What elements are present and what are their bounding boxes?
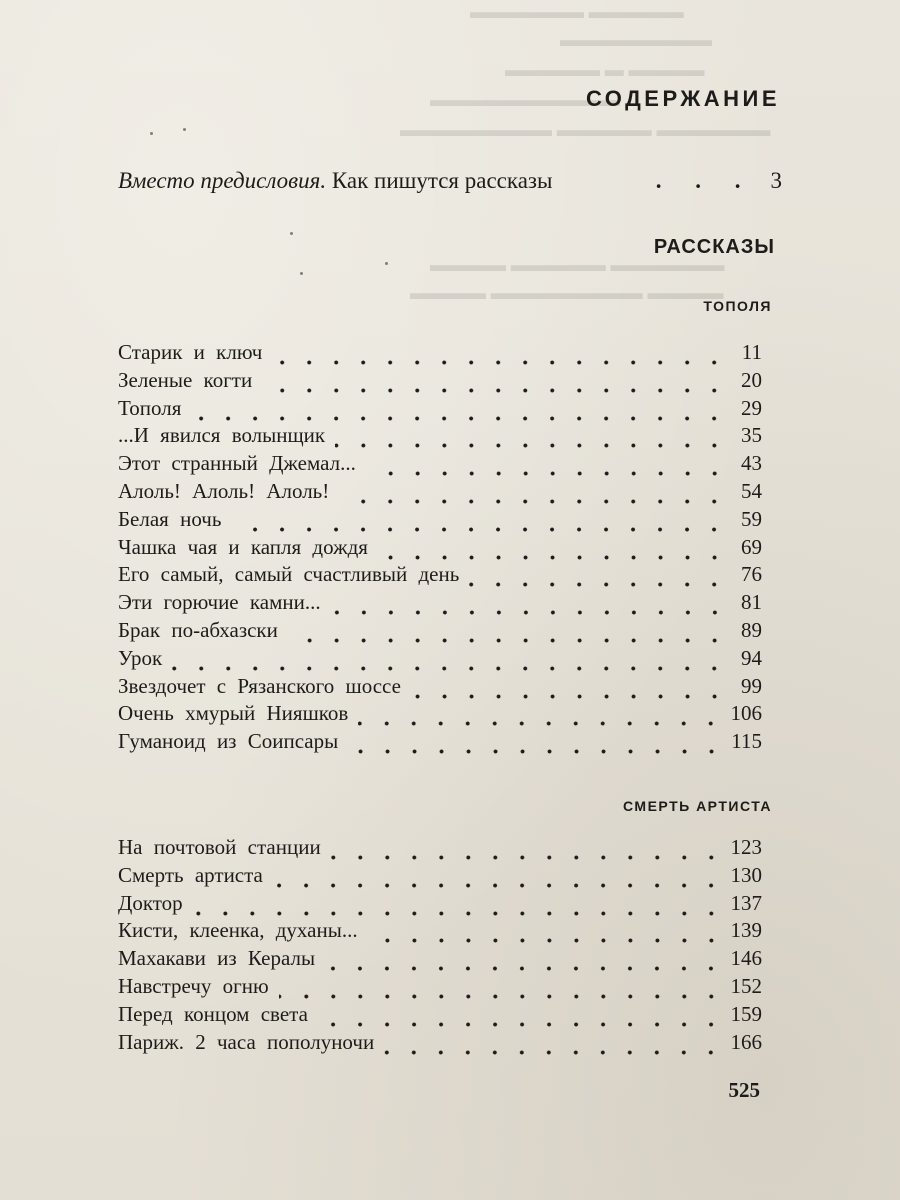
toc-entry-title: Тополя [118,395,182,420]
section-title: РАССКАЗЫ [653,236,775,258]
dot-leader [348,729,725,757]
toc-entry-title: Доктор [118,890,183,915]
toc-entry-title: Зеленые когти [118,367,253,392]
toc-entry-page-number: 69 [741,534,762,559]
toc-entry-page-number: 130 [730,862,762,887]
toc-entry [118,562,762,590]
bleed-through-text: ▬▬▬▬▬▬▬▬▬▬ [430,90,620,111]
toc-entry-page-number: 146 [730,946,762,971]
toc-entry-title: Звездочет с Рязанского шоссе [118,673,401,698]
toc-entry-page-number: 115 [731,729,762,754]
part-title-smert-artista: СМЕРТЬ АРТИСТА [622,798,772,814]
toc-entry-page-number: 11 [741,340,762,364]
toc-entry [118,701,762,729]
toc-entry-title: Этот странный Джемал... [118,451,356,476]
dot-leader [272,340,728,368]
toc-entry [118,646,762,674]
toc-entry-page-number: 35 [741,423,762,448]
toc-entry-title: Чашка чая и капля дождя [118,534,368,559]
toc-entry-page-number: 43 [741,451,762,476]
toc-entry-title: На почтовой станции [118,835,321,859]
paper-speck [150,132,153,135]
dot-leader [172,646,728,674]
dot-leader [358,701,724,729]
toc-entry [118,1030,762,1058]
dot-leader [279,974,725,1002]
paper-speck [290,232,293,235]
toc-entry-page-number: 159 [730,1001,762,1026]
toc-entry [118,946,762,974]
toc-entry-title: Навстречу огню [118,973,269,998]
toc-entry [118,891,762,919]
toc-entry-page-number: 81 [741,590,762,615]
dot-leader [469,562,728,590]
toc-entry-title: Париж. 2 часа пополуночи [118,1029,375,1054]
dot-leader [325,946,724,974]
toc-entry-title: Перед концом света [118,1001,308,1026]
toc-entry-page-number: 20 [741,367,762,392]
paper-speck [385,262,388,265]
toc-list-topolya [118,340,762,757]
toc-entry-page-number: 166 [730,1029,762,1054]
paper-speck [183,128,186,131]
toc-entry-title: Махакави из Кералы [118,946,316,971]
dot-leader [318,1002,725,1030]
toc-entry-title: Очень хмурый Нияшков [118,701,349,726]
dot-leader [368,918,725,946]
toc-entry-title: ...И явился волынщик [118,423,326,448]
toc-entry [118,863,762,891]
toc-entry [118,835,762,863]
dot-leader [331,835,725,863]
paper-speck [300,272,303,275]
dot-leader [288,618,728,646]
toc-entry-page-number: 106 [730,701,762,726]
dot-leader [193,891,725,919]
foreword-entry [118,168,782,202]
bleed-through-text: ▬▬▬▬▬▬▬▬ [560,30,712,51]
foreword-title: Как пишутся рассказы [331,168,553,193]
dot-leader: . . . [655,168,755,193]
toc-entry-page-number: 94 [741,645,762,670]
toc-entry [118,974,762,1002]
toc-entry-page-number: 54 [741,478,762,503]
bleed-through-text: ▬▬▬▬ ▬ ▬▬▬▬▬ [505,60,705,81]
dot-leader [339,479,728,507]
toc-entry [118,1002,762,1030]
dot-leader [384,1030,724,1058]
toc-entry [118,618,762,646]
foreword-label: Вместо предисловия. [118,168,327,193]
toc-entry [118,674,762,702]
toc-entry [118,451,762,479]
bleed-through-text: ▬▬▬▬▬▬ ▬▬▬▬▬ ▬▬▬▬ [430,255,725,276]
toc-entry-page-number: 76 [741,562,762,587]
dot-leader [273,863,725,891]
part-title-topolya: ТОПОЛЯ [703,298,772,314]
toc-list-smert-artista [118,835,762,1057]
dot-leader [231,507,728,535]
toc-entry [118,479,762,507]
toc-entry [118,368,762,396]
dot-leader [331,590,728,618]
toc-entry-title: Кисти, клеенка, духаны... [118,918,358,943]
toc-entry [118,423,762,451]
toc-entry [118,729,762,757]
toc-entry-title: Эти горючие камни... [118,590,321,615]
toc-entry-title: Алоль! Алоль! Алоль! [118,478,330,503]
dot-leader [191,396,728,424]
dot-leader [378,535,728,563]
toc-entry-title: Смерть артиста [118,862,263,887]
bleed-through-text: ▬▬▬▬▬ ▬▬▬▬▬▬ [470,2,684,23]
dot-leader [411,674,728,702]
toc-entry [118,507,762,535]
toc-entry-page-number: 59 [741,506,762,531]
toc-entry-title: Его самый, самый счастливый день [118,562,460,587]
dot-leader [335,423,728,451]
toc-entry-title: Гуманоид из Соипсары [118,729,339,754]
toc-entry-page-number: 99 [741,673,762,698]
toc-entry-page-number: 152 [730,973,762,998]
dot-leader [366,451,728,479]
foreword-page-number: 3 [770,168,782,193]
toc-entry-title: Старик и ключ [118,340,263,364]
toc-entry-page-number: 137 [730,890,762,915]
toc-entry-title: Урок [118,645,163,670]
page-number: 525 [728,1078,760,1102]
toc-entry-page-number: 123 [730,835,762,859]
dot-leader [262,368,728,396]
page-title: СОДЕРЖАНИЕ [585,86,780,111]
toc-entry [118,918,762,946]
toc-entry [118,340,762,368]
toc-entry-title: Белая ночь [118,506,222,531]
bleed-through-text: ▬▬▬▬▬▬ ▬▬▬▬▬ ▬▬▬▬▬▬▬▬ [400,120,771,141]
bleed-through-text: ▬▬▬▬ ▬▬▬▬▬▬▬▬ ▬▬▬▬ [410,283,724,304]
toc-entry-title: Брак по-абхазски [118,617,278,642]
toc-entry [118,396,762,424]
toc-entry-page-number: 29 [741,395,762,420]
toc-entry-page-number: 139 [730,918,762,943]
toc-entry [118,590,762,618]
toc-entry-page-number: 89 [741,617,762,642]
toc-entry [118,535,762,563]
